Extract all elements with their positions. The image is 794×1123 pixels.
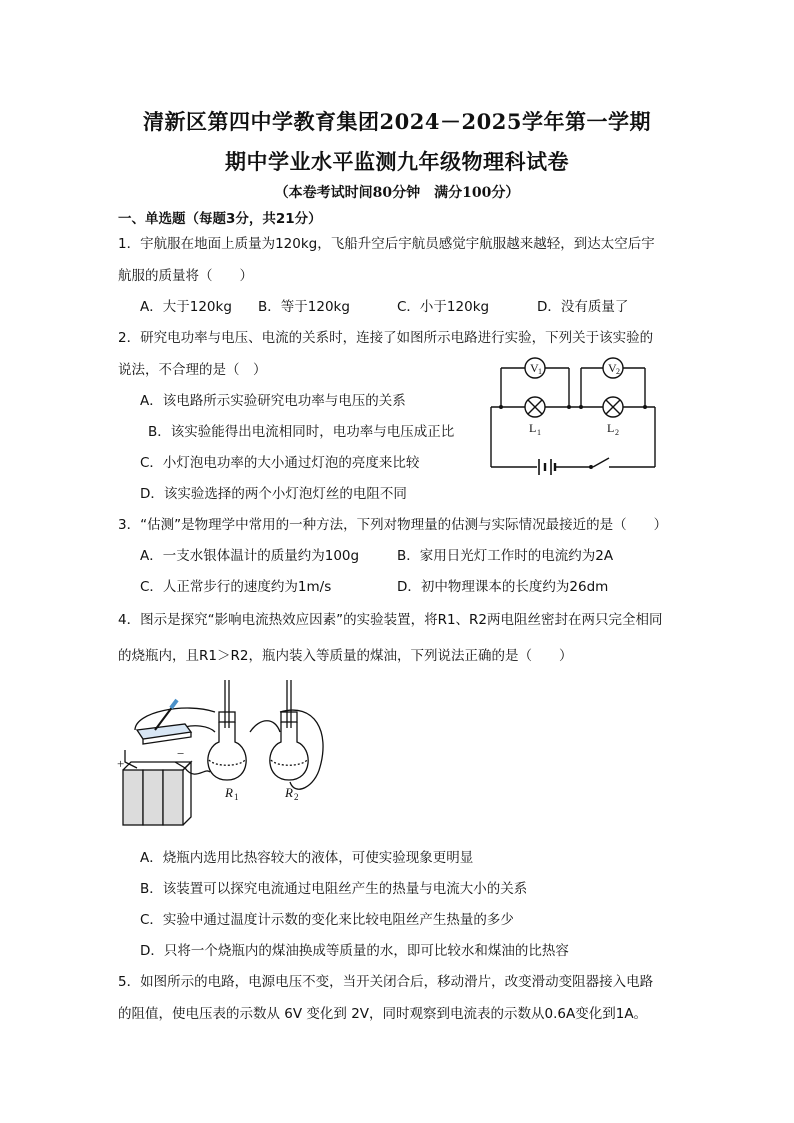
q1-stem-line1: 1．宇航服在地面上质量为120kg，飞船升空后宇航员感觉宇航服越来越轻，到达太空后宇 (118, 236, 655, 252)
l1-label: L (529, 421, 537, 435)
r1-subscript: 1 (234, 792, 239, 802)
q1-option-a: A．大于120kg (140, 299, 232, 315)
q1-option-b: B．等于120kg (258, 299, 350, 315)
q4-option-b: B．该装置可以探究电流通过电阻丝产生的热量与电流大小的关系 (140, 881, 528, 897)
q2-option-c: C．小灯泡电功率的大小通过灯泡的亮度来比较 (140, 455, 420, 471)
q2-stem-line2: 说法，不合理的是（ ） (118, 362, 267, 378)
v1-subscript: 1 (538, 367, 542, 376)
q5-stem-line2: 的阻值，使电压表的示数从 6V 变化到 2V，同时观察到电流表的示数从0.6A变化到1A。 (118, 1006, 648, 1022)
section-heading: 一、单选题（每题3分，共21分） (118, 211, 322, 227)
battery-plus: + (117, 756, 125, 771)
exam-title-line1: 清新区第四中学教育集团2024－2025学年第一学期 (143, 109, 651, 134)
exam-title-line2: 期中学业水平监测九年级物理科试卷 (225, 149, 569, 174)
q2-circuit-diagram (485, 350, 665, 475)
q2-option-a: A．该电路所示实验研究电功率与电压的关系 (140, 393, 406, 409)
r2-label: R (285, 785, 293, 800)
battery-minus: − (177, 746, 185, 761)
q4-option-d: D．只将一个烧瓶内的煤油换成等质量的水，即可比较水和煤油的比热容 (140, 943, 569, 959)
q4-apparatus-diagram (115, 672, 345, 832)
q1-option-c: C．小于120kg (397, 299, 490, 315)
l2-subscript: 2 (615, 428, 619, 437)
v1-label: V (530, 361, 539, 375)
r2-subscript: 2 (294, 792, 299, 802)
q1-stem-line2: 航服的质量将（ ） (118, 268, 253, 284)
q2-option-b: B．该实验能得出电流相同时，电功率与电压成正比 (148, 424, 455, 440)
v2-label: V (608, 361, 617, 375)
q3-option-a: A．一支水银体温计的质量约为100g (140, 548, 360, 564)
q3-option-b: B．家用日光灯工作时的电流约为2A (397, 548, 614, 564)
q2-option-d: D．该实验选择的两个小灯泡灯丝的电阻不同 (140, 486, 407, 502)
exam-info: （本卷考试时间80分钟 满分100分） (274, 185, 520, 201)
q3-stem-line1: 3．“估测”是物理学中常用的一种方法，下列对物理量的估测与实际情况最接近的是（ ） (118, 517, 668, 533)
q3-option-d: D．初中物理课本的长度约为26dm (397, 579, 609, 595)
q5-stem-line1: 5．如图所示的电路，电源电压不变，当开关闭合后，移动滑片，改变滑动变阻器接入电路 (118, 974, 654, 990)
q4-stem-line2: 的烧瓶内，且R1＞R2，瓶内装入等质量的煤油，下列说法正确的是（ ） (118, 648, 573, 664)
q1-option-d: D．没有质量了 (537, 299, 629, 315)
r1-label: R (225, 785, 233, 800)
v2-subscript: 2 (616, 367, 620, 376)
l1-subscript: 1 (537, 428, 541, 437)
q4-option-c: C．实验中通过温度计示数的变化来比较电阻丝产生热量的多少 (140, 912, 514, 928)
q3-option-c: C．人正常步行的速度约为1m/s (140, 579, 332, 595)
q4-option-a: A．烧瓶内选用比热容较大的液体，可使实验现象更明显 (140, 850, 474, 866)
q2-stem-line1: 2．研究电功率与电压、电流的关系时，连接了如图所示电路进行实验，下列关于该实验的 (118, 330, 654, 346)
l2-label: L (607, 421, 615, 435)
q4-stem-line1: 4．图示是探究“影响电流热效应因素”的实验装置，将R1、R2两电阻丝密封在两只完全相同 (118, 612, 663, 628)
